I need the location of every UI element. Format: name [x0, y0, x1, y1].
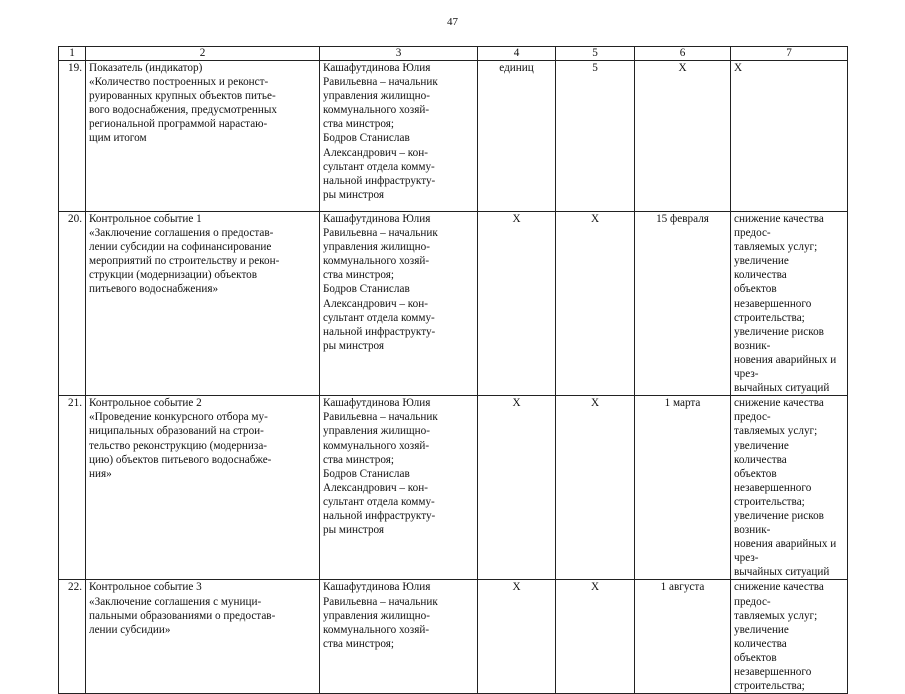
unit-cell: X — [478, 580, 556, 694]
deadline-cell: 1 марта — [635, 396, 731, 580]
item-description: Показатель (индикатор) «Количество построенных и реконст- руированных крупных объектов питье- вого водоснабжения, предусмотренных региональной программой нарастаю- щим итогом — [86, 61, 320, 212]
risk-cell: снижение качества предос- тавляемых услуг; увеличение количества объектов незавершенного строительства; увеличение рисков возник- новения аварийных и чрез- вычайных ситуаций — [731, 396, 848, 580]
deadline-cell: X — [635, 61, 731, 212]
value-cell: X — [556, 396, 635, 580]
header-col-3: 3 — [320, 47, 478, 61]
risk-cell: X — [731, 61, 848, 212]
header-col-1: 1 — [59, 47, 86, 61]
unit-cell: единиц — [478, 61, 556, 212]
responsible-persons: Кашафутдинова Юлия Равильевна – начальник управления жилищно- коммунального хозяй- ства минстроя; Бодров Станислав Александрович – кон- сультант отдела комму- нальной инфраструкту- ры минстроя — [320, 212, 478, 396]
value-cell: 5 — [556, 61, 635, 212]
header-col-7: 7 — [731, 47, 848, 61]
table-row — [59, 396, 848, 580]
row-number: 19. — [59, 61, 86, 212]
header-col-4: 4 — [478, 47, 556, 61]
item-description: Контрольное событие 3 «Заключение соглашения с муници- пальными образованиями о предостав- лении субсидии» — [86, 580, 320, 694]
header-row — [59, 47, 848, 61]
page-number: 47 — [447, 16, 458, 28]
responsible-persons: Кашафутдинова Юлия Равильевна – начальник управления жилищно- коммунального хозяй- ства минстроя; — [320, 580, 478, 694]
value-cell: X — [556, 212, 635, 396]
table-row — [59, 212, 848, 396]
table-row — [59, 61, 848, 212]
row-number: 22. — [59, 580, 86, 694]
row-number: 21. — [59, 396, 86, 580]
value-cell: X — [556, 580, 635, 694]
plan-table — [58, 46, 848, 694]
item-description: Контрольное событие 1 «Заключение соглашения о предостав- лении субсидии на софинансирование мероприятий по строительству и рекон- струкции (модернизации) объектов питьевого водоснабжения» — [86, 212, 320, 396]
item-description: Контрольное событие 2 «Проведение конкурсного отбора му- ниципальных образований на строи- тельство реконструкцию (модерниза- цию) объектов питьевого водоснабже- ния» — [86, 396, 320, 580]
risk-cell: снижение качества предос- тавляемых услуг; увеличение количества объектов незавершенного строительства; увеличение рисков возник- новения аварийных и чрез- вычайных ситуаций — [731, 212, 848, 396]
unit-cell: X — [478, 396, 556, 580]
responsible-persons: Кашафутдинова Юлия Равильевна – начальник управления жилищно- коммунального хозяй- ства минстроя; Бодров Станислав Александрович – кон- сультант отдела комму- нальной инфраструкту- ры минстроя — [320, 396, 478, 580]
deadline-cell: 1 августа — [635, 580, 731, 694]
responsible-persons: Кашафутдинова Юлия Равильевна – начальник управления жилищно- коммунального хозяй- ства минстроя; Бодров Станислав Александрович – кон- сультант отдела комму- нальной инфраструкту- ры минстроя — [320, 61, 478, 212]
row-number: 20. — [59, 212, 86, 396]
table-row — [59, 580, 848, 694]
header-col-2: 2 — [86, 47, 320, 61]
risk-cell: снижение качества предос- тавляемых услуг; увеличение количества объектов незавершенного строительства; — [731, 580, 848, 694]
header-col-5: 5 — [556, 47, 635, 61]
deadline-cell: 15 февраля — [635, 212, 731, 396]
unit-cell: X — [478, 212, 556, 396]
header-col-6: 6 — [635, 47, 731, 61]
